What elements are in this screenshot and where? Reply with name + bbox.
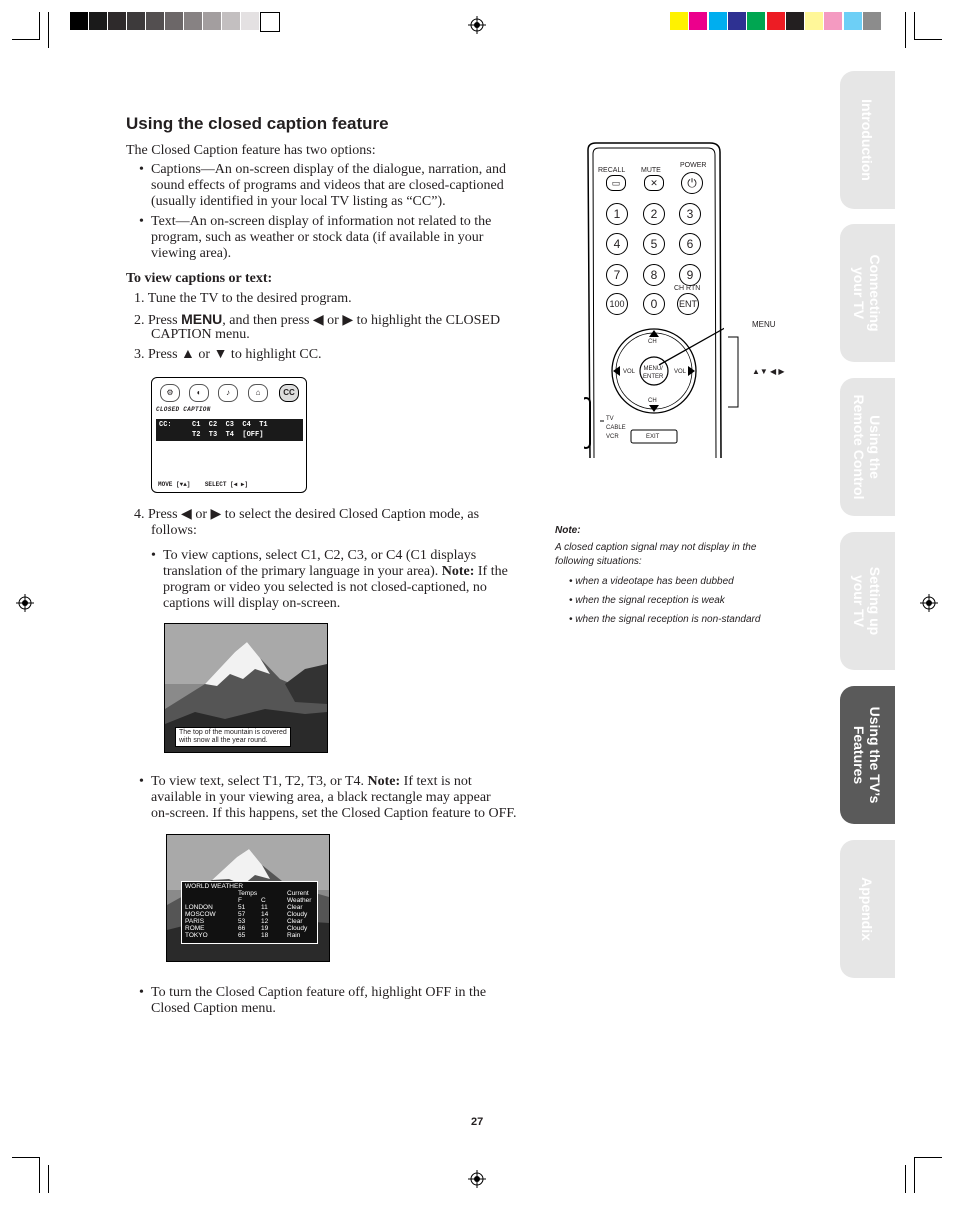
- note-label: Note:: [367, 774, 401, 789]
- tab-setting-up-your-tv[interactable]: [840, 532, 895, 670]
- bullet-line: on-screen. If this happens, set the Closed Caption feature to OFF.: [151, 806, 517, 821]
- option-captions: • Captions—An on-screen display of the dialogue, narration, and sound effects of programs and videos that are closed-captioned (usually identified in your local TV listing as “CC”).: [139, 162, 506, 209]
- step-text: , and then press ◀ or ▶ to highlight the CLOSED: [222, 313, 501, 328]
- weather-c: 19: [261, 925, 269, 932]
- caption-line: with snow all the year round.: [179, 737, 268, 744]
- bullet-turn-off: • To turn the Closed Caption feature off, highlight OFF in the Closed Caption menu.: [139, 985, 487, 1016]
- option-line: Text—An on-screen display of information not related to the: [151, 214, 492, 229]
- weather-title: WORLD WEATHER: [185, 883, 244, 890]
- key-6[interactable]: 6: [679, 233, 701, 255]
- recall-button[interactable]: ▭: [606, 175, 626, 191]
- menu-enter-button[interactable]: MENU/ ENTER: [643, 366, 664, 380]
- ch-up-button[interactable]: CH: [648, 339, 657, 345]
- tab-label: Using the TV’s Features: [851, 706, 884, 804]
- color-swatch: [689, 12, 707, 30]
- ent-button[interactable]: ENT: [677, 293, 699, 315]
- weather-text-picture: [166, 834, 330, 962]
- current-header: Current: [287, 890, 309, 897]
- world-weather-text-box: [181, 881, 318, 944]
- tab-appendix[interactable]: [840, 840, 895, 978]
- weather-header: Weather: [287, 897, 312, 904]
- color-swatch: [863, 12, 881, 30]
- color-swatch: [805, 12, 823, 30]
- note-title: Note:: [555, 525, 581, 536]
- key-1[interactable]: 1: [606, 203, 628, 225]
- arrows-bracket: [728, 336, 740, 408]
- color-swatch: [709, 12, 727, 30]
- weather-c: 12: [261, 918, 269, 925]
- mountain-caption-picture: [164, 623, 328, 753]
- bullet-line: Closed Caption menu.: [151, 1001, 276, 1016]
- gray-swatch: [184, 12, 202, 30]
- bullet-line: available in your viewing area, a black rectangle may appear: [151, 790, 491, 805]
- weather-condition: Rain: [287, 932, 301, 939]
- weather-f: 66: [238, 925, 246, 932]
- weather-f: 57: [238, 911, 246, 918]
- gray-swatch: [89, 12, 107, 30]
- weather-condition: Clear: [287, 904, 303, 911]
- closed-caption-menu-icon: CC: [279, 384, 299, 402]
- bullet-line: If the: [474, 564, 508, 579]
- weather-city: MOSCOW: [185, 911, 216, 918]
- step-2-line2: CAPTION menu.: [151, 327, 250, 342]
- tab-introduction[interactable]: [840, 71, 895, 209]
- cc-options-row1: C1 C2 C3 C4 T1: [192, 421, 268, 429]
- bullet-line: translation of the primary language in your area).: [163, 564, 442, 579]
- bullet-line: To turn the Closed Caption feature off, highlight OFF in the: [151, 985, 487, 1000]
- weather-city: LONDON: [185, 904, 213, 911]
- tab-label: Setting up your TV: [851, 566, 884, 636]
- vol-up-button[interactable]: VOL: [674, 369, 687, 375]
- key-8[interactable]: 8: [643, 264, 665, 286]
- weather-f: 51: [238, 904, 246, 911]
- move-hint: MOVE [▼▲]: [158, 481, 191, 488]
- vcr-mode-label: VCR: [606, 434, 619, 440]
- cc-options-row2: T2 T3 T4 [OFF]: [192, 431, 264, 439]
- key-7[interactable]: 7: [606, 264, 628, 286]
- mute-button[interactable]: ✕: [644, 175, 664, 191]
- color-swatch: [767, 12, 785, 30]
- cc-selection-bar: [156, 419, 303, 441]
- key-2[interactable]: 2: [643, 203, 665, 225]
- color-swatch: [786, 12, 804, 30]
- arrows-callout: ▲▼ ◀ ▶: [752, 367, 785, 376]
- color-swatch: [747, 12, 765, 30]
- note-line: following situations:: [555, 556, 642, 567]
- ch-rtn-label: CH RTN: [674, 285, 701, 292]
- weather-c: 11: [261, 904, 268, 911]
- tab-connecting-your-tv[interactable]: [840, 224, 895, 362]
- osd-title: CLOSED CAPTION: [156, 406, 211, 413]
- gray-swatch: [203, 12, 221, 30]
- option-line: sound effects of programs and videos that are closed-captioned: [151, 178, 504, 193]
- caption-line: The top of the mountain is covered: [179, 729, 287, 736]
- gray-swatch: [241, 12, 259, 30]
- step-4-line2: follows:: [151, 523, 197, 538]
- tab-label: Introduction: [859, 99, 876, 181]
- note-item: • when the signal reception is non-standard: [569, 614, 761, 625]
- note-item: • when a videotape has been dubbed: [569, 576, 734, 587]
- power-label: POWER: [680, 162, 707, 169]
- caption-text-box: [175, 727, 291, 747]
- note-label: Note:: [441, 564, 475, 579]
- step-4: 4. Press ◀ or ▶ to select the desired Closed Caption mode, as: [134, 507, 480, 522]
- ch-down-button[interactable]: CH: [648, 398, 657, 404]
- option-line: Captions—An on-screen display of the dialogue, narration, and: [151, 162, 506, 177]
- tab-label: Appendix: [859, 877, 876, 941]
- key-4[interactable]: 4: [606, 233, 628, 255]
- weather-c: 14: [261, 911, 269, 918]
- gray-swatch: [70, 12, 88, 30]
- bullet-line: To view captions, select C1, C2, C3, or C4 (C1 displays: [163, 548, 477, 563]
- vol-down-button[interactable]: VOL: [623, 369, 636, 375]
- step-3: 3. Press ▲ or ▼ to highlight CC.: [134, 347, 322, 362]
- note-item: • when the signal reception is weak: [569, 595, 725, 606]
- closed-caption-menu-screen: [151, 377, 307, 493]
- gray-swatch: [146, 12, 164, 30]
- color-swatch: [824, 12, 842, 30]
- weather-condition: Cloudy: [287, 925, 308, 932]
- celsius-header: C: [261, 897, 266, 904]
- weather-f: 65: [238, 932, 246, 939]
- weather-condition: Clear: [287, 918, 303, 925]
- color-swatch: [844, 12, 862, 30]
- tv-mode-label: TV: [606, 416, 614, 422]
- tab-label: Using the Remote Control: [851, 394, 884, 500]
- gray-swatch: [260, 12, 280, 32]
- cable-mode-label: CABLE: [606, 425, 626, 431]
- option-menu-icon: ⌂: [248, 384, 268, 402]
- page-number: 27: [471, 1116, 484, 1128]
- exit-button[interactable]: EXIT: [646, 434, 660, 440]
- mute-label: MUTE: [641, 167, 661, 174]
- bullet-line: If text is not: [400, 774, 472, 789]
- gray-swatch: [165, 12, 183, 30]
- tab-using-tv-features[interactable]: [840, 686, 895, 824]
- registration-mark-icon: [16, 594, 34, 612]
- note-line: A closed caption signal may not display in the: [555, 542, 757, 553]
- weather-c: 18: [261, 932, 269, 939]
- option-line: viewing area).: [151, 246, 232, 261]
- key-0[interactable]: 0: [643, 293, 665, 315]
- weather-f: 53: [238, 918, 246, 925]
- key-100[interactable]: 100: [606, 293, 628, 315]
- gray-swatch: [222, 12, 240, 30]
- key-9[interactable]: 9: [679, 264, 701, 286]
- weather-condition: Cloudy: [287, 911, 308, 918]
- menu-callout: MENU: [752, 320, 776, 329]
- steps-heading: To view captions or text:: [126, 271, 273, 286]
- power-button[interactable]: ⏻: [681, 172, 703, 194]
- registration-mark-icon: [468, 1170, 486, 1188]
- bullet-view-captions: • To view captions, select C1, C2, C3, or C4 (C1 displays translation of the primary language in your area). Note: If the program or video you selected is not closed-captioned, no captions will display on-screen.: [151, 548, 508, 611]
- key-5[interactable]: 5: [643, 233, 665, 255]
- temps-header: Temps: [238, 890, 258, 897]
- select-hint: SELECT [◀ ▶]: [204, 481, 249, 488]
- color-swatch: [728, 12, 746, 30]
- step-number: 2. Press: [134, 313, 178, 328]
- bullet-line: captions will display on-screen.: [163, 596, 341, 611]
- tab-using-remote-control[interactable]: [840, 378, 895, 516]
- option-line: (usually identified in your local TV listing as “CC”).: [151, 194, 446, 209]
- gray-swatch: [127, 12, 145, 30]
- weather-city: TOKYO: [185, 932, 208, 939]
- weather-city: ROME: [185, 925, 205, 932]
- tab-label: Connecting your TV: [851, 254, 884, 332]
- remote-control-illustration: [584, 140, 724, 458]
- bullet-view-text: • To view text, select T1, T2, T3, or T4. Note: If text is not available in your viewing area, a black rectangle may appear on-screen. If this happens, set the Closed Caption feature to OFF.: [139, 774, 517, 821]
- cc-label: CC:: [159, 421, 172, 429]
- setup-menu-icon: ♪: [218, 384, 238, 402]
- gray-swatch: [108, 12, 126, 30]
- page-title: Using the closed caption feature: [126, 114, 389, 133]
- osd-footer: [158, 481, 248, 488]
- option-text: • Text—An on-screen display of information not related to the program, such as weather or stock data (if available in your viewing area).: [139, 214, 492, 261]
- audio-menu-icon: ◐: [189, 384, 209, 402]
- intro-text: The Closed Caption feature has two options:: [126, 143, 376, 158]
- fahrenheit-header: F: [238, 897, 242, 904]
- bullet-line: program or video you selected is not closed-captioned, no: [163, 580, 487, 595]
- picture-menu-icon: ⚙: [160, 384, 180, 402]
- key-3[interactable]: 3: [679, 203, 701, 225]
- color-swatch: [670, 12, 688, 30]
- weather-city: PARIS: [185, 918, 205, 925]
- recall-label: RECALL: [598, 167, 626, 174]
- registration-mark-icon: [920, 594, 938, 612]
- menu-key-label: MENU: [181, 311, 223, 327]
- step-1: 1. Tune the TV to the desired program.: [134, 291, 352, 306]
- option-line: program, such as weather or stock data (if available in your: [151, 230, 484, 245]
- bullet-line: To view text, select T1, T2, T3, or T4.: [151, 774, 368, 789]
- registration-mark-icon: [468, 16, 486, 34]
